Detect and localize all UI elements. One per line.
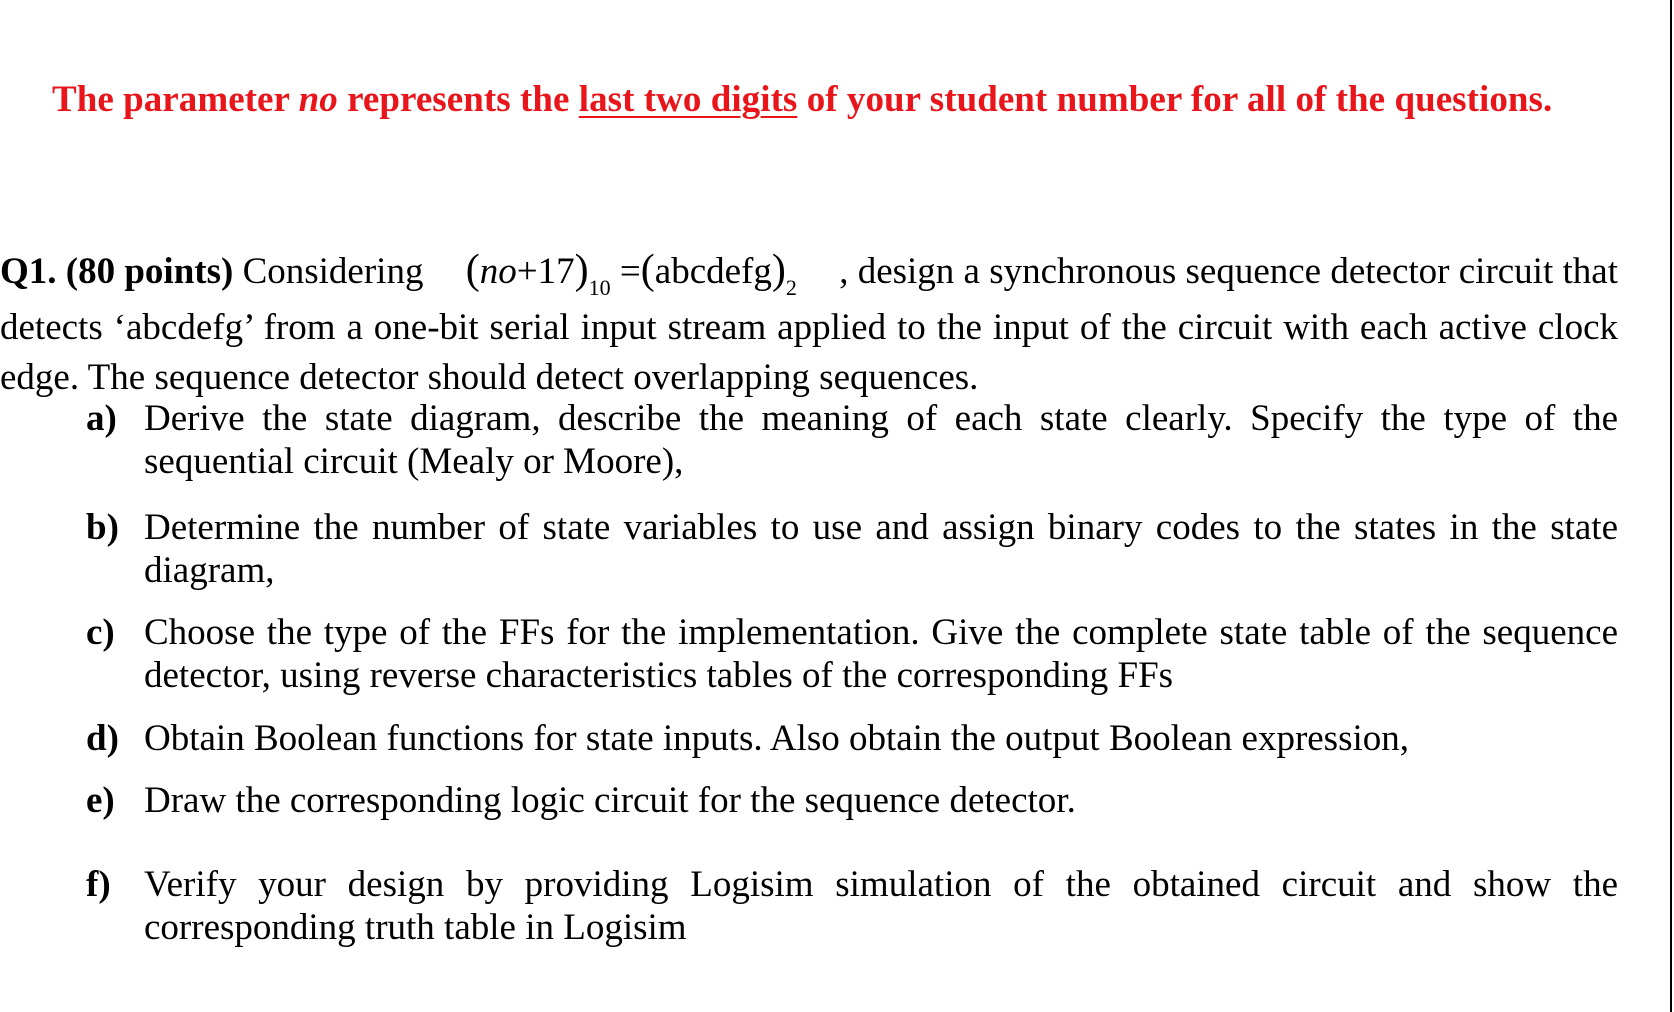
subquestion-text: Determine the number of state variables to use and assign binary codes to the states in the state diagram, bbox=[144, 507, 1618, 591]
subquestion-b bbox=[86, 506, 1618, 592]
question-line-3: edge. The sequence detector should detect overlapping sequences. bbox=[0, 357, 979, 398]
page-edge-line bbox=[1670, 0, 1672, 1012]
subquestion-d bbox=[86, 717, 1618, 760]
subquestion-e bbox=[86, 779, 1618, 822]
notice-underlined: last two digits bbox=[578, 79, 798, 120]
student-number-notice bbox=[52, 78, 1662, 121]
notice-suffix: of your student number for all of the questions. bbox=[797, 79, 1553, 120]
subquestion-text: Verify your design by providing Logisim simulation of the obtained circuit and show the corresponding truth table in Logisim bbox=[144, 864, 1618, 948]
subquestion-f bbox=[86, 863, 1618, 949]
notice-middle: represents the bbox=[337, 79, 579, 120]
question-label: Q1. (80 points) bbox=[0, 251, 234, 292]
subquestion-text: Draw the corresponding logic circuit for the sequence detector. bbox=[144, 780, 1076, 821]
subquestion-text: Derive the state diagram, describe the meaning of each state clearly. Specify the type of the sequential circuit (Mealy or Moore), bbox=[144, 398, 1618, 482]
subquestion-text: Obtain Boolean functions for state inputs. Also obtain the output Boolean expression, bbox=[144, 718, 1410, 759]
equation-base-right: 2 bbox=[785, 275, 797, 300]
subquestion-label: b) bbox=[86, 507, 119, 548]
notice-prefix: The parameter bbox=[52, 79, 299, 120]
equation-equals: = bbox=[619, 251, 641, 292]
question-lead: Considering bbox=[242, 251, 424, 292]
subquestion-c bbox=[86, 611, 1618, 697]
question-1 bbox=[0, 244, 1618, 400]
question-line-1-tail: , design a synchronous sequence detector circuit that bbox=[839, 251, 1618, 292]
subquestion-text: Choose the type of the FFs for the implementation. Give the complete state table of the sequence detector, using reverse characteristics tables of the corresponding FFs bbox=[144, 612, 1618, 696]
subquestion-label: e) bbox=[86, 780, 115, 821]
subquestion-label: a) bbox=[86, 398, 117, 439]
question-line-2: detects ‘abcdefg’ from a one-bit serial input stream applied to the input of the circuit with each active clock bbox=[0, 307, 1618, 348]
equation-plus: +17 bbox=[516, 251, 575, 292]
equation-base-left: 10 bbox=[588, 275, 611, 300]
subquestion-label: f) bbox=[86, 864, 111, 905]
question-equation: $(no+17)_{10}$ $=(abcdefg)_2$ bbox=[465, 247, 797, 300]
notice-param: no bbox=[298, 79, 338, 120]
subquestion-a bbox=[86, 397, 1618, 483]
subquestion-label: d) bbox=[86, 718, 119, 759]
question-line-1 bbox=[0, 244, 1618, 300]
equation-word: abcdefg bbox=[654, 251, 772, 292]
equation-var: no bbox=[479, 251, 517, 292]
subquestion-label: c) bbox=[86, 612, 115, 653]
